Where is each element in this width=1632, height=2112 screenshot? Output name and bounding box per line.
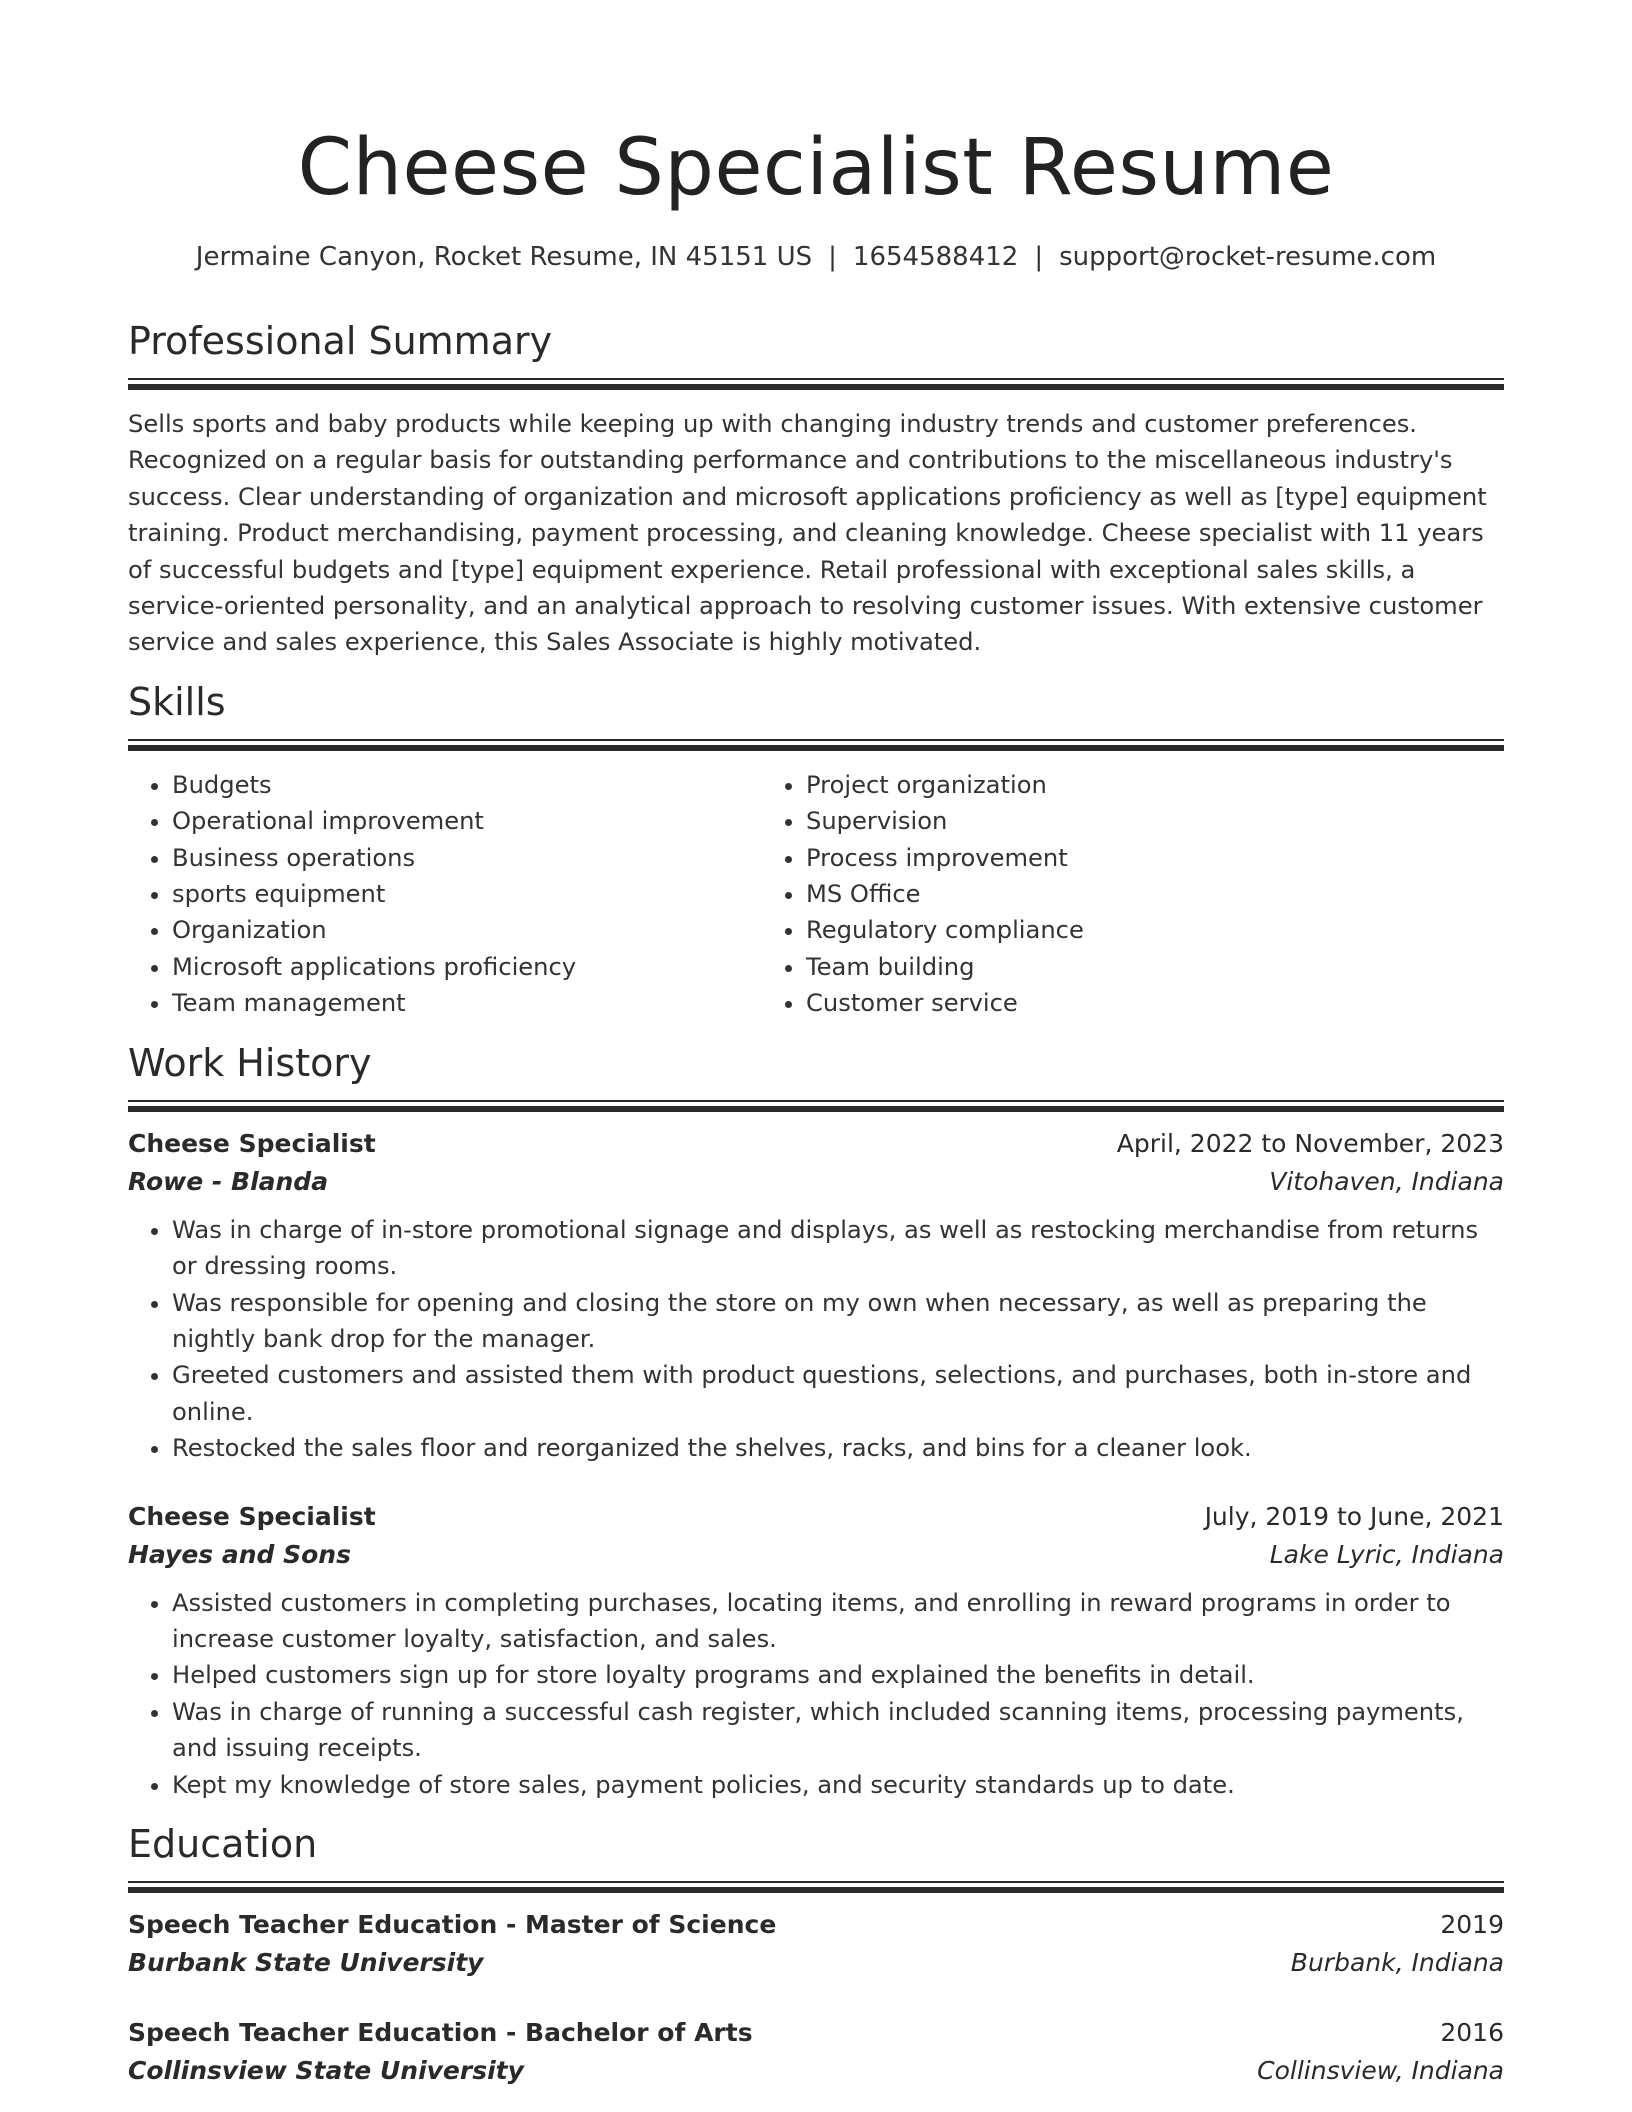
contact-address: Jermaine Canyon, Rocket Resume, IN 45151 US	[195, 242, 813, 272]
section-divider	[128, 1100, 1504, 1112]
resume-title: Cheese Specialist Resume	[297, 123, 1335, 213]
summary-section	[128, 318, 1504, 661]
skills-section	[128, 679, 1504, 1022]
job-dates: April, 2022 to November, 2023	[1116, 1128, 1504, 1158]
education-location: Burbank, Indiana	[1290, 1947, 1504, 1977]
education-header-row	[128, 1907, 1504, 1943]
job-entry	[128, 1499, 1504, 1803]
skill-item: • Supervision	[806, 803, 1504, 839]
education-school: Burbank State University	[128, 1947, 484, 1977]
skill-item: • Team management	[172, 985, 762, 1021]
education-year: 2016	[1440, 2017, 1504, 2047]
section-divider	[128, 378, 1504, 390]
education-degree: Speech Teacher Education - Master of Science	[128, 1909, 777, 1939]
skills-column-left	[128, 767, 762, 1022]
contact-email: support@rocket-resume.com	[1059, 242, 1437, 272]
job-dates: July, 2019 to June, 2021	[1204, 1501, 1504, 1531]
skill-item: • Microsoft applications proficiency	[172, 949, 762, 985]
contact-line	[128, 240, 1504, 274]
skill-item: • Project organization	[806, 767, 1504, 803]
skill-item: • Operational improvement	[172, 803, 762, 839]
education-school-row	[128, 2051, 1504, 2091]
contact-separator: |	[828, 242, 837, 272]
job-company: Hayes and Sons	[128, 1539, 351, 1569]
education-section	[128, 1821, 1504, 2091]
summary-heading: Professional Summary	[128, 319, 553, 363]
job-location: Lake Lyric, Indiana	[1269, 1539, 1504, 1569]
skill-item: • Customer service	[806, 985, 1504, 1021]
job-title: Cheese Specialist	[128, 1128, 376, 1158]
education-location: Collinsview, Indiana	[1257, 2055, 1504, 2085]
work-history-section	[128, 1040, 1504, 1803]
job-company-row	[128, 1162, 1504, 1202]
education-year: 2019	[1440, 1909, 1504, 1939]
duty-item: • Assisted customers in completing purchases, locating items, and enrolling in reward programs in order to increase customer loyalty, satisfaction, and sales.	[172, 1585, 1504, 1658]
job-header-row	[128, 1126, 1504, 1162]
duty-item: • Kept my knowledge of store sales, payment policies, and security standards up to date.	[172, 1767, 1504, 1803]
contact-separator: |	[1034, 242, 1044, 272]
skill-item: • Business operations	[172, 840, 762, 876]
education-heading: Education	[128, 1821, 318, 1866]
job-header-row	[128, 1499, 1504, 1535]
education-entry	[128, 2015, 1504, 2091]
duty-item: • Greeted customers and assisted them with product questions, selections, and purchases, both in-store and online.	[172, 1357, 1504, 1430]
skills-column-right	[762, 767, 1504, 1022]
skill-item: • Organization	[172, 912, 762, 948]
skill-item: • Team building	[806, 949, 1504, 985]
duty-item: • Was in charge of in-store promotional signage and displays, as well as restocking merchandise from returns or dressing rooms.	[172, 1212, 1504, 1285]
job-entry	[128, 1126, 1504, 1467]
skill-item: • MS Office	[806, 876, 1504, 912]
section-divider	[128, 739, 1504, 751]
education-school: Collinsview State University	[128, 2055, 524, 2085]
skills-list	[128, 767, 1504, 1022]
job-title: Cheese Specialist	[128, 1501, 376, 1531]
education-degree: Speech Teacher Education - Bachelor of Arts	[128, 2017, 753, 2047]
job-duties	[128, 1585, 1504, 1803]
skill-item: • Budgets	[172, 767, 762, 803]
skill-item: • sports equipment	[172, 876, 762, 912]
education-school-row	[128, 1943, 1504, 1983]
duty-item: • Helped customers sign up for store loyalty programs and explained the benefits in detail.	[172, 1657, 1504, 1693]
job-location: Vitohaven, Indiana	[1269, 1166, 1504, 1196]
job-company-row	[128, 1535, 1504, 1575]
summary-text: Sells sports and baby products while keeping up with changing industry trends and customer preferences. Recognized on a regular basis for outstanding performance and contributions to the miscellaneous industry's success. Clear understanding of organization and microsoft applications proficiency as well as [type] equipment training. Product merchandising, payment processing, and cleaning knowledge. Cheese specialist with 11 years of successful budgets and [type] equipment experience. Retail professional with exceptional sales skills, a service-oriented personality, and an analytical approach to resolving customer issues. With extensive customer service and sales experience, this Sales Associate is highly motivated.	[128, 410, 1487, 657]
duty-item: • Restocked the sales floor and reorganized the shelves, racks, and bins for a cleaner look.	[172, 1430, 1504, 1466]
skills-heading: Skills	[128, 679, 226, 724]
contact-phone: 1654588412	[852, 242, 1019, 272]
skill-item: • Process improvement	[806, 840, 1504, 876]
education-header-row	[128, 2015, 1504, 2051]
section-divider	[128, 1881, 1504, 1893]
work-history-heading: Work History	[128, 1040, 372, 1085]
job-company: Rowe - Blanda	[128, 1166, 329, 1196]
education-entry	[128, 1907, 1504, 1983]
duty-item: • Was responsible for opening and closing the store on my own when necessary, as well as preparing the nightly bank drop for the manager.	[172, 1285, 1504, 1358]
skill-item: • Regulatory compliance	[806, 912, 1504, 948]
duty-item: • Was in charge of running a successful cash register, which included scanning items, processing payments, and issuing receipts.	[172, 1694, 1504, 1767]
job-duties	[128, 1212, 1504, 1467]
